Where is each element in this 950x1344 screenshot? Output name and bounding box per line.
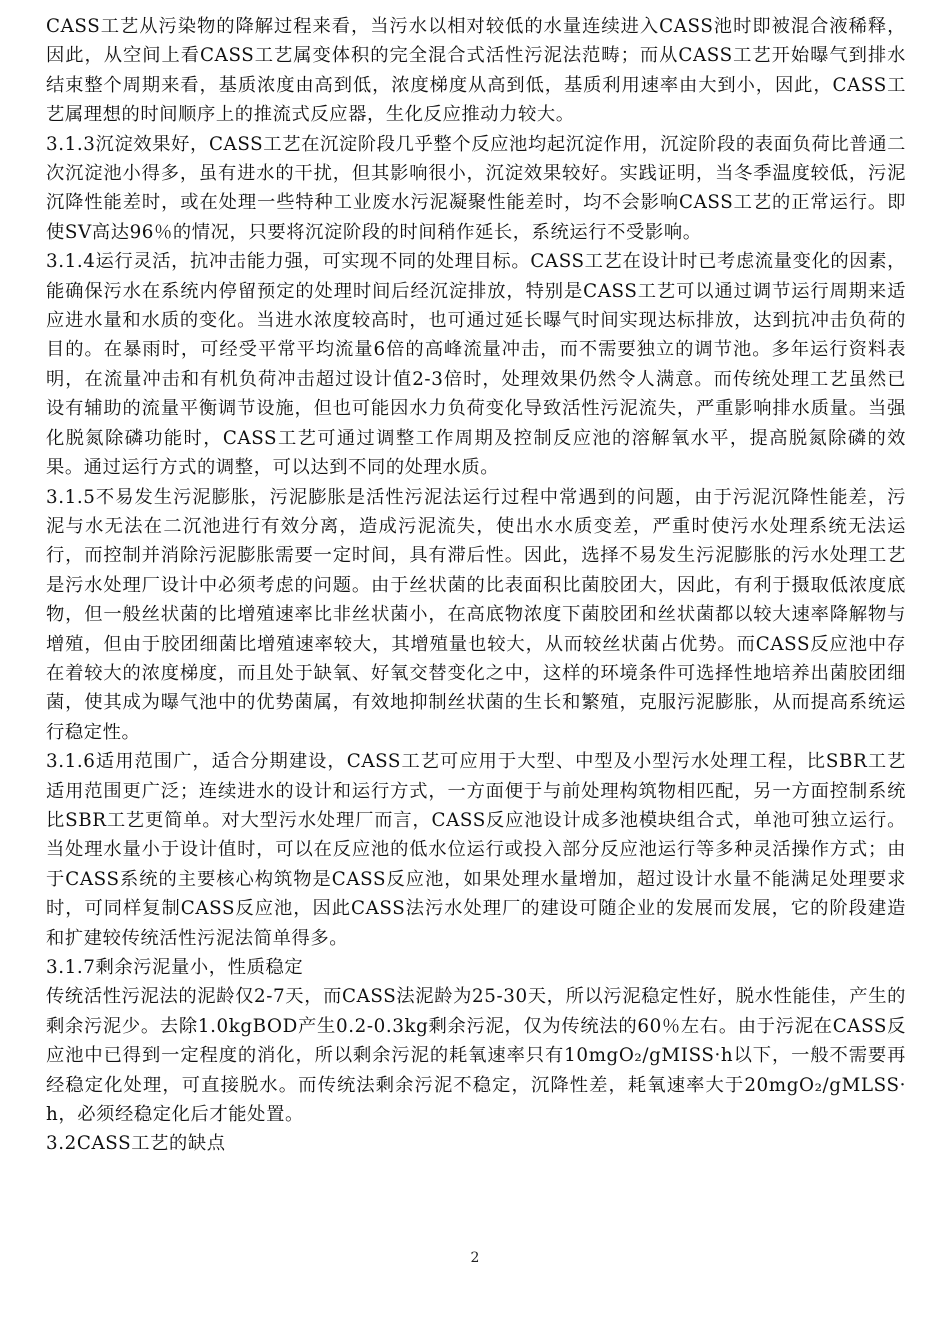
paragraph-cass-process-flow: CASS工艺从污染物的降解过程来看，当污水以相对较低的水量连续进入CASS池时即被混合液稀释，因此，从空间上看CASS工艺属变体积的完全混合式活性污泥法范畴；而从CASS工艺开始曝气到排水结束整个周期来看，基质浓度由高到低，浓度梯度从高到低，基质利用速率由大到小，因此，CASS工艺属理想的时间顺序上的推流式反应器，生化反应推动力较大。 [46, 16, 906, 126]
paragraph-3-1-3-settling: 3.1.3沉淀效果好，CASS工艺在沉淀阶段几乎整个反应池均起沉淀作用，沉淀阶段的表面负荷比普通二次沉淀池小得多，虽有进水的干扰，但其影响很小，沉淀效果较好。实践证明，当冬季温度较低，污泥沉降性能差时，或在处理一些特种工业废水污泥凝聚性能差时，均不会影响CASS工艺的正常运行。即使SV高达96％的情况，只要将沉淀阶段的时间稍作延长，系统运行不受影响。 [46, 133, 906, 243]
heading-3-2-disadvantages: 3.2CASS工艺的缺点 [46, 1133, 226, 1155]
heading-3-1-7: 3.1.7剩余污泥量小，性质稳定 [46, 957, 304, 978]
paragraph-3-1-6-application-range: 3.1.6适用范围广，适合分期建设，CASS工艺可应用于大型、中型及小型污水处理工程，比SBR工艺适用范围更广泛；连续进水的设计和运行方式，一方面便于与前处理构筑物相匹配，另一方面控制系统比SBR工艺更简单。对大型污水处理厂而言，CASS反应池设计成多池模块组合式，单池可独立运行。当处理水量小于设计值时，可以在反应池的低水位运行或投入部分反应池运行等多种灵活操作方式；由于CASS系统的主要核心构筑物是CASS反应池，如果处理水量增加，超过设计水量不能满足处理要求时，可同样复制CASS反应池，因此CASS法污水处理厂的建设可随企业的发展而发展，它的阶段建造和扩建较传统活性污泥法简单得多。 [46, 751, 906, 949]
page-number: 2 [470, 1250, 480, 1266]
paragraph-3-1-5-sludge-bulking: 3.1.5不易发生污泥膨胀，污泥膨胀是活性污泥法运行过程中常遇到的问题，由于污泥沉降性能差，污泥与水无法在二沉池进行有效分离，造成污泥流失，使出水水质变差，严重时使污水处理系统无法运行，而控制并消除污泥膨胀需要一定时间，具有滞后性。因此，选择不易发生污泥膨胀的污水处理工艺是污水处理厂设计中必须考虑的问题。由于丝状菌的比表面积比菌胶团大，因此，有利于摄取低浓度底物，但一般丝状菌的比增殖速率比非丝状菌小，在高底物浓度下菌胶团和丝状菌都以较大速率降解物与增殖，但由于胶团细菌比增殖速率较大，其增殖量也较大，从而较丝状菌占优势。而CASS反应池中存在着较大的浓度梯度，而且处于缺氧、好氧交替变化之中，这样的环境条件可选择性地培养出菌胶团细菌，使其成为曝气池中的优势菌属，有效地抑制丝状菌的生长和繁殖，克服污泥膨胀，从而提高系统运行稳定性。 [46, 486, 906, 743]
document-body [46, 12, 906, 1159]
paragraph-3-1-7-residual-sludge: 传统活性污泥法的泥龄仅2-7天，而CASS法泥龄为25-30天，所以污泥稳定性好，脱水性能佳，产生的剩余污泥少。去除1.0kgBOD产生0.2-0.3kg剩余污泥，仅为传统法的60％左右。由于污泥在CASS反应池中已得到一定程度的消化，所以剩余污泥的耗氧速率只有10mgO₂/gMISS·h以下，一般不需要再经稳定化处理，可直接脱水。而传统法剩余污泥不稳定，沉降性差，耗氧速率大于20mgO₂/gMLSS·h，必须经稳定化后才能处置。 [46, 986, 906, 1126]
paragraph-3-1-4-flexibility: 3.1.4运行灵活，抗冲击能力强，可实现不同的处理目标。CASS工艺在设计时已考虑流量变化的因素，能确保污水在系统内停留预定的处理时间后经沉淀排放，特别是CASS工艺可以通过调节运行周期来适应进水量和水质的变化。当进水浓度较高时，也可通过延长曝气时间实现达标排放，达到抗冲击负荷的目的。在暴雨时，可经受平常平均流量6倍的高峰流量冲击，而不需要独立的调节池。多年运行资料表明，在流量冲击和有机负荷冲击超过设计值2-3倍时，处理效果仍然令人满意。而传统处理工艺虽然已设有辅助的流量平衡调节设施，但也可能因水力负荷变化导致活性污泥流失，严重影响排水质量。当强化脱氮除磷功能时，CASS工艺可通过调整工作周期及控制反应池的溶解氧水平，提高脱氮除磷的效果。通过运行方式的调整，可以达到不同的处理水质。 [46, 251, 906, 479]
